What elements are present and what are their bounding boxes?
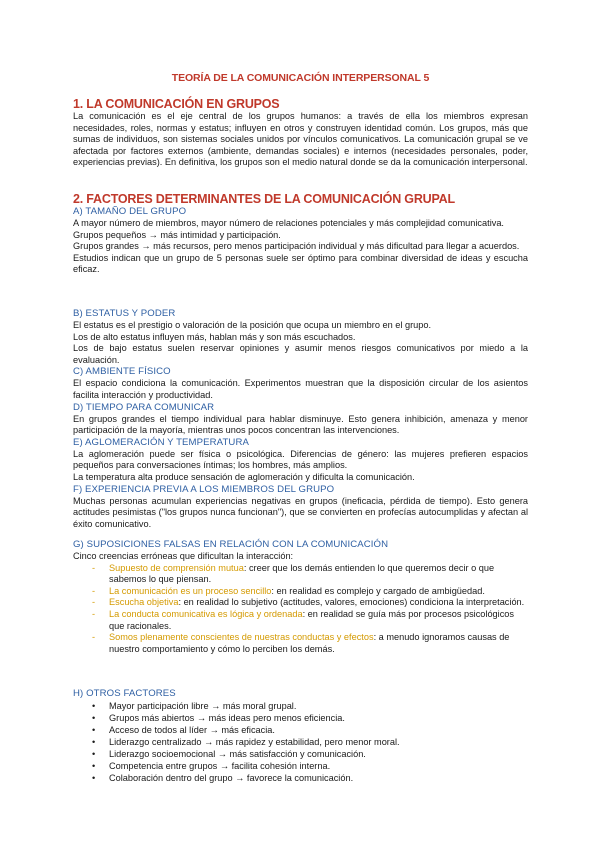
subsection-heading-environment: C) AMBIENTE FÍSICO xyxy=(73,366,171,378)
subsection-heading-experience: F) EXPERIENCIA PREVIA A LOS MIEMBROS DEL GRUPO xyxy=(73,483,335,495)
paragraph: Cinco creencias erróneas que dificultan la interacción: xyxy=(73,551,294,561)
list-item-term: La comunicación es un proceso sencillo xyxy=(109,585,272,596)
paragraph: La aglomeración puede ser física o psicológica. Diferencias de género: las mujeres prefieren espacios pequeños para conversaciones íntimas; los hombres, más amplios. xyxy=(73,448,528,471)
list-item-text: : en realidad es complejo y cargado de ambigüedad. xyxy=(271,585,485,596)
subsection-heading-status: B) ESTATUS Y PODER xyxy=(73,308,176,319)
list-item-text: : en realidad se guía más por procesos psicológicos que racionales. xyxy=(109,608,515,631)
list-item xyxy=(73,632,528,655)
section-determining-factors xyxy=(73,192,528,276)
paragraph: Grupos grandes → más recursos, pero menos participación individual y más dificultad para llegar a acuerdos. xyxy=(73,241,520,252)
section-heading: 2. FACTORES DETERMINANTES DE LA COMUNICACIÓN GRUPAL xyxy=(73,192,455,206)
list-item xyxy=(73,597,528,609)
list-item: • Liderazgo centralizado → más rapidez y estabilidad, pero menor moral. xyxy=(73,736,528,748)
paragraph: Estudios indican que un grupo de 5 personas suele ser óptimo para combinar diversidad de ideas y escucha eficaz. xyxy=(73,252,528,275)
subsection-heading-other: H) OTROS FACTORES xyxy=(73,688,176,699)
list-item-term: La conducta comunicativa es lógica y ordenada xyxy=(109,608,303,619)
subsection-heading-size: A) TAMAÑO DEL GRUPO xyxy=(73,206,187,217)
list-item-term: Escucha objetiva xyxy=(109,597,179,608)
list-item xyxy=(73,563,528,586)
list-item-text: : a menudo ignoramos causas de nuestro comportamiento y cómo lo perciben los demás. xyxy=(109,632,510,654)
list-item: • Acceso de todos al líder → más eficacia. xyxy=(73,724,528,736)
subsection-other-factors xyxy=(73,688,528,784)
subsection-false-assumptions xyxy=(73,539,528,655)
paragraph: El estatus es el prestigio o valoración de la posición que ocupa un miembro en el grupo. xyxy=(73,320,432,330)
other-factors-list xyxy=(73,700,528,784)
list-item xyxy=(73,586,528,598)
paragraph: Grupos pequeños → más intimidad y participación. xyxy=(73,229,281,240)
subsection-heading-time: D) TIEMPO PARA COMUNICAR xyxy=(73,401,215,413)
paragraph: Muchas personas acumulan experiencias negativas en grupos (ineficacia, pérdida de tiempo). Esto genera actitudes pesimistas ("los grupos nunca funcionan"), que se convierten en profecías autocumplidas y afectan al éxito comunicativo. xyxy=(73,495,528,529)
assumptions-list xyxy=(73,563,528,656)
paragraph: En grupos grandes el tiempo individual para hablar disminuye. Esto genera inhibición, amenaza y menor participación de la mayoría, mientras unos pocos concentran las intervenciones. xyxy=(73,413,528,436)
list-item-text: : en realidad lo subjetivo (actitudes, valores, emociones) condiciona la interpretación. xyxy=(178,597,525,608)
list-item: • Mayor participación libre → más moral grupal. xyxy=(73,700,528,712)
list-item: • Liderazgo socioemocional → más satisfacción y comunicación. xyxy=(73,748,528,760)
paragraph: Los de alto estatus influyen más, hablan más y son más escuchados. xyxy=(73,331,356,342)
section-communication-in-groups xyxy=(73,97,528,169)
paragraph: Los de bajo estatus suelen reservar opiniones y asumir menos riesgos comunicativos por miedo a la evaluación. xyxy=(73,343,528,365)
document-title: TEORÍA DE LA COMUNICACIÓN INTERPERSONAL 5 xyxy=(171,72,430,84)
list-item: • Colaboración dentro del grupo → favorece la comunicación. xyxy=(73,772,528,784)
list-item-term: Somos plenamente conscientes de nuestras conductas y efectos xyxy=(109,632,374,643)
list-item-text: : creer que los demás entienden lo que queremos decir o que sabemos lo que piensan. xyxy=(109,562,495,585)
list-item xyxy=(73,609,528,632)
paragraph: El espacio condiciona la comunicación. Experimentos muestran que la disposición circular de los asientos facilita interacción y productividad. xyxy=(73,378,528,400)
list-item-term: Supuesto de comprensión mutua xyxy=(109,562,244,573)
section-body: La comunicación es el eje central de los grupos humanos: a través de ella los miembros expresan necesidades, roles, normas y estatus; influyen en otros y construyen identidad común. Los grupos, más que sumas de individuos, son sistemas sociales unidos por vínculos comunicativos. La comunicación grupal se ve afectada por factores externos (ambiente, demandas sociales) e internos (necesidades personales, poder, experiencias previas). En definitiva, los grupos son el medio natural donde se da la comunicación interpersonal. xyxy=(73,111,528,168)
subsection-heading-crowding: E) AGLOMERACIÓN Y TEMPERATURA xyxy=(73,436,249,448)
paragraph: La temperatura alta produce sensación de aglomeración y dificulta la comunicación. xyxy=(73,471,415,482)
paragraph: A mayor número de miembros, mayor número de relaciones potenciales y más complejidad comunicativa. xyxy=(73,218,504,228)
subsection-heading-assumptions: G) SUPOSICIONES FALSAS EN RELACIÓN CON LA COMUNICACIÓN xyxy=(73,539,389,550)
list-item: • Competencia entre grupos → facilita cohesión interna. xyxy=(73,760,528,772)
subsection-status-power xyxy=(73,308,528,530)
section-heading: 1. LA COMUNICACIÓN EN GRUPOS xyxy=(73,97,280,111)
list-item: • Grupos más abiertos → más ideas pero menos eficiencia. xyxy=(73,712,528,724)
